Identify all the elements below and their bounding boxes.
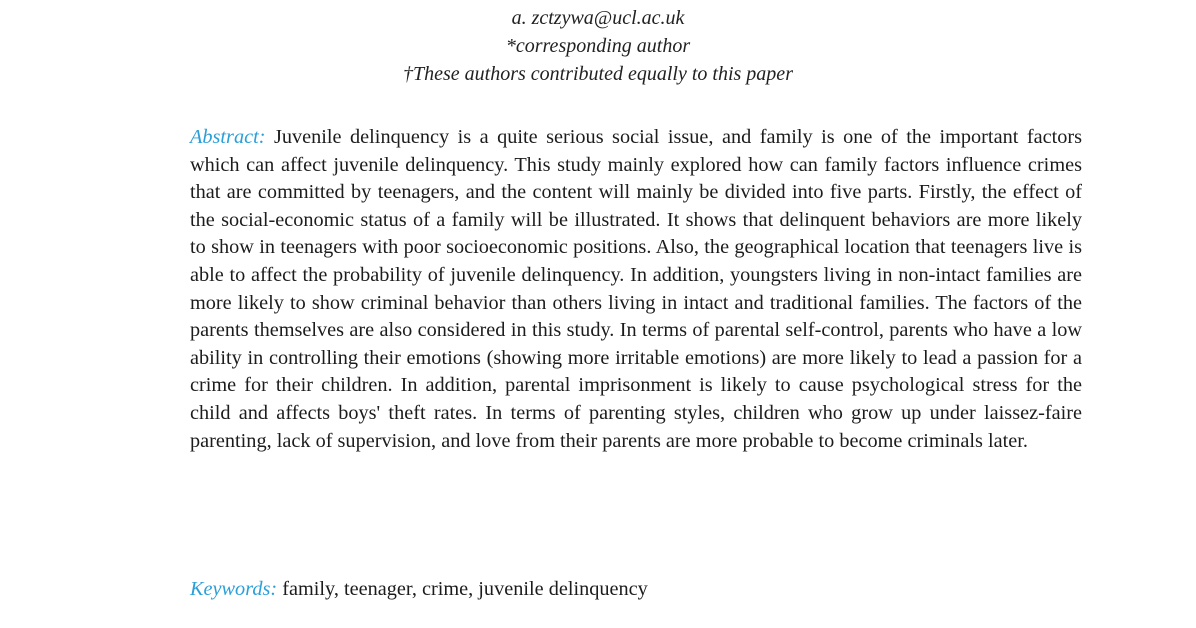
author-email: a. zctzywa@ucl.ac.uk — [511, 7, 685, 29]
abstract-label: Abstract: — [190, 126, 266, 148]
keywords-label: Keywords: — [190, 578, 278, 600]
author-affiliation-block — [0, 4, 1196, 88]
abstract-text: Juvenile delinquency is a quite serious social issue, and family is one of the important factors which can affect juvenile delinquency. This study mainly explored how can family factors influence crimes that are committed by teenagers, and the content will mainly be divided into five parts. Firstly, the effect of the social-economic status of a family will be illustrated. It shows that delinquent behaviors are more likely to show in teenagers with poor socioeconomic positions. Also, the geographical location that teenagers live is able to affect the probability of juvenile delinquency. In addition, youngsters living in non-intact families are more likely to show criminal behavior than others living in intact and traditional families. The factors of the parents themselves are also considered in this study. In terms of parental self-control, parents who have a low ability in controlling their emotions (showing more irritable emotions) are more likely to lead a passion for a crime for their children. In addition, parental imprisonment is likely to cause psychological stress for the child and affects boys' theft rates. In terms of parenting styles, children who grow up under laissez-faire parenting, lack of supervision, and love from their parents are more probable to become criminals later. — [190, 126, 1083, 452]
abstract-paragraph — [190, 124, 1082, 455]
keywords-line — [190, 576, 1082, 603]
keywords-text: family, teenager, crime, juvenile delinquency — [282, 578, 648, 600]
corresponding-author-note: *corresponding author — [505, 35, 691, 57]
equal-contribution-note: †These authors contributed equally to this paper — [403, 63, 793, 85]
